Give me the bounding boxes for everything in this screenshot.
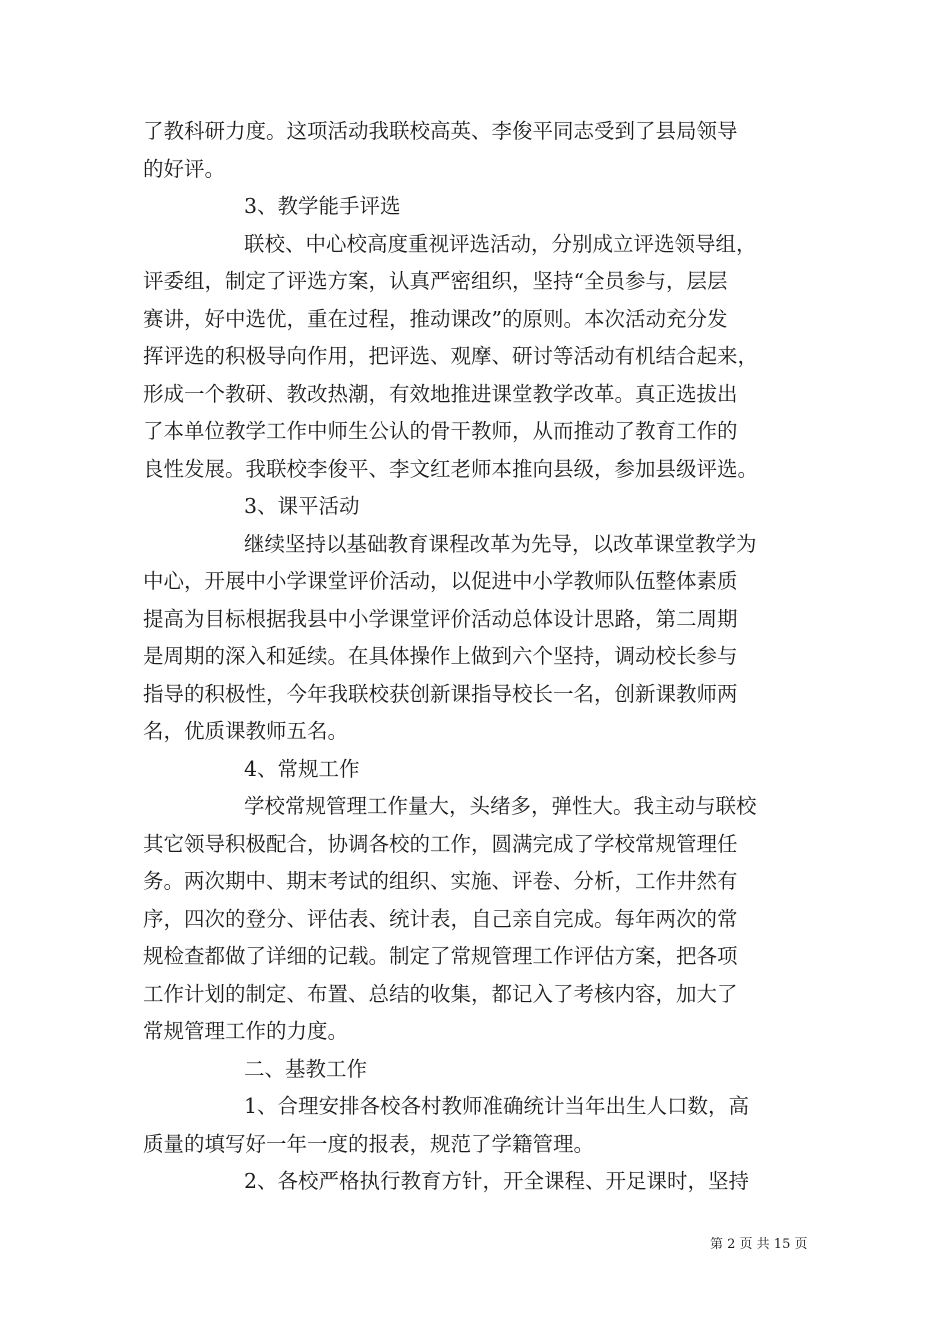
paragraph-line: 了本单位教学工作中师生公认的骨干教师，从而推动了教育工作的 xyxy=(143,419,738,443)
paragraph-first-line: 二、基教工作 xyxy=(244,1056,367,1081)
paragraph-line: 了教科研力度。这项活动我联校高英、李俊平同志受到了县局领导 xyxy=(143,119,738,143)
paragraph-line: 形成一个教研、教改热潮，有效地推进课堂教学改革。真正选拔出 xyxy=(143,381,738,406)
paragraph-line: 其它领导积极配合，协调各校的工作，圆满完成了学校常规管理任 xyxy=(143,831,738,856)
paragraph-line: 指导的积极性，今年我联校获创新课指导校长一名，创新课教师两 xyxy=(143,681,738,706)
paragraph-line: 赛讲，好中选优，重在过程，推动课改”的原则。本次活动充分发 xyxy=(143,306,728,331)
paragraph-line: 常规管理工作的力度。 xyxy=(143,1019,348,1043)
paragraph-line: 工作计划的制定、布置、总结的收集，都记入了考核内容，加大了 xyxy=(143,981,738,1006)
paragraph-first-line: 4、常规工作 xyxy=(244,756,360,781)
paragraph-line: 中心，开展中小学课堂评价活动，以促进中小学教师队伍整体素质 xyxy=(143,569,738,593)
paragraph-line: 挥评选的积极导向作用，把评选、观摩、研讨等活动有机结合起来， xyxy=(143,344,758,368)
paragraph-first-line: 联校、中心校高度重视评选活动，分别成立评选领导组， xyxy=(244,231,757,256)
page-number-footer: 第 2 页 共 15 页 xyxy=(710,1237,808,1252)
paragraph-line: 良性发展。我联校李俊平、李文红老师本推向县级，参加县级评选。 xyxy=(143,456,758,481)
paragraph-first-line: 2、各校严格执行教育方针，开全课程、开足课时，坚持 xyxy=(244,1169,750,1193)
paragraph-line: 名，优质课教师五名。 xyxy=(143,719,348,743)
paragraph-line: 的好评。 xyxy=(143,156,225,181)
paragraph-first-line: 3、课平活动 xyxy=(244,494,360,518)
paragraph-first-line: 3、教学能手评选 xyxy=(244,194,401,218)
paragraph-line: 规检查都做了详细的记载。制定了常规管理工作评估方案，把各项 xyxy=(143,944,738,968)
paragraph-line: 务。两次期中、期末考试的组织、实施、评卷、分析，工作井然有 xyxy=(143,869,738,893)
paragraph-line: 是周期的深入和延续。在具体操作上做到六个坚持，调动校长参与 xyxy=(143,644,738,668)
paragraph-first-line: 学校常规管理工作量大，头绪多，弹性大。我主动与联校 xyxy=(244,794,757,818)
paragraph-first-line: 继续坚持以基础教育课程改革为先导，以改革课堂教学为 xyxy=(244,531,757,556)
paragraph-line: 评委组，制定了评选方案，认真严密组织，坚持“全员参与，层层 xyxy=(143,269,728,293)
paragraph-line: 提高为目标根据我县中小学课堂评价活动总体设计思路，第二周期 xyxy=(143,606,738,631)
paragraph-line: 序，四次的登分、评估表、统计表，自己亲自完成。每年两次的常 xyxy=(143,906,738,931)
paragraph-line: 质量的填写好一年一度的报表，规范了学籍管理。 xyxy=(143,1131,594,1156)
document-body xyxy=(143,113,807,1201)
paragraph-first-line: 1、合理安排各校各村教师准确统计当年出生人口数，高 xyxy=(244,1094,750,1118)
